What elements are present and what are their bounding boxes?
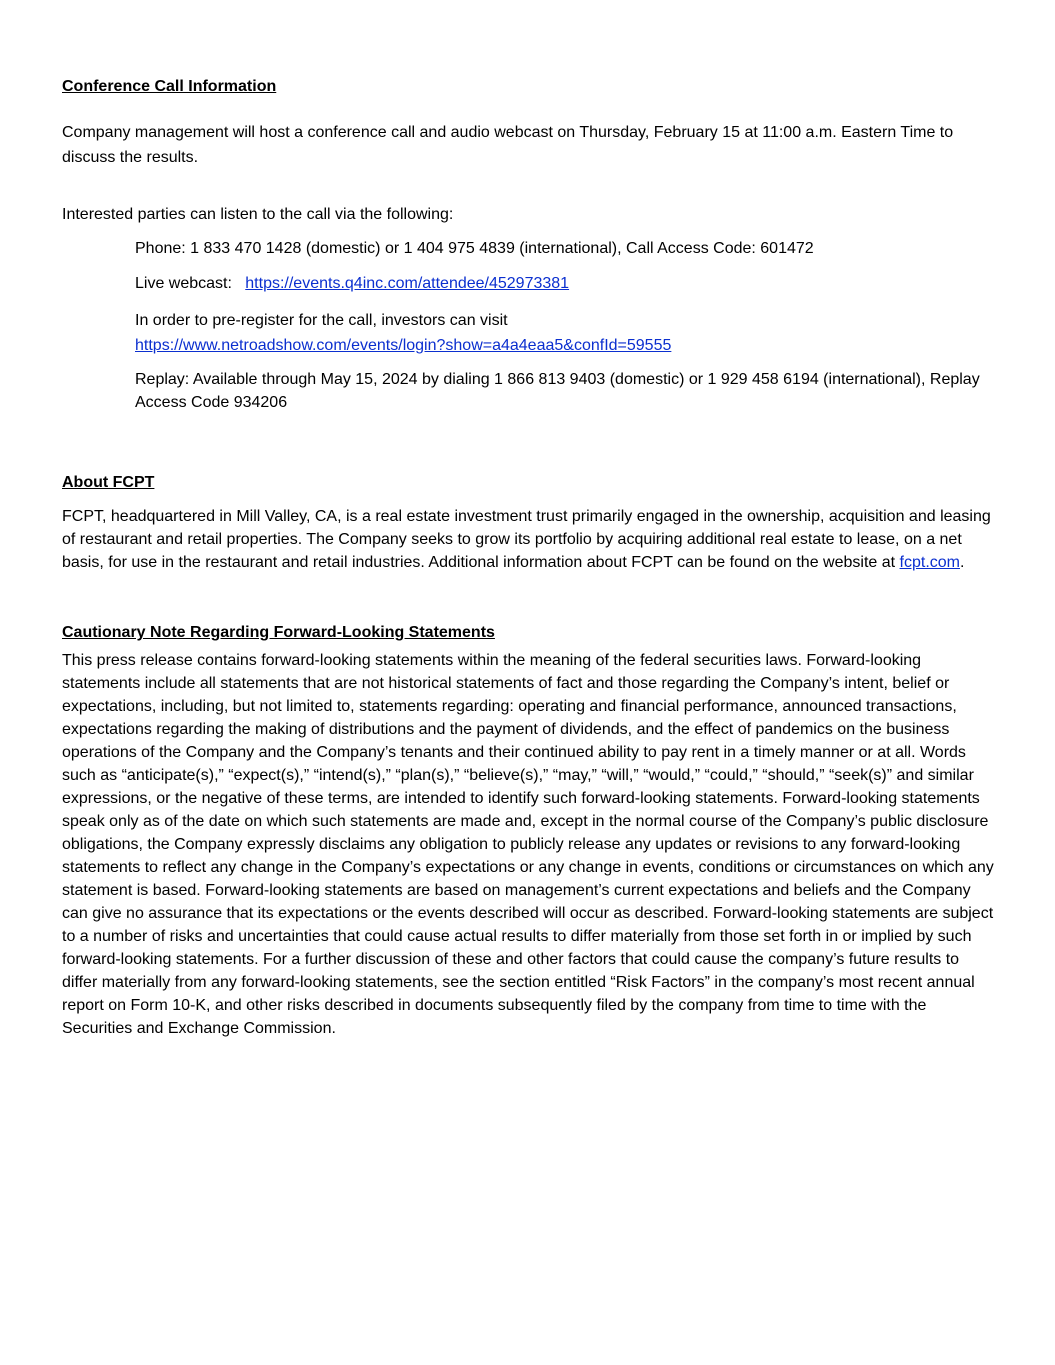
- preregister-link[interactable]: https://www.netroadshow.com/events/login?show=a4a4eaa5&confId=59555: [135, 337, 672, 354]
- replay-text: Replay: Available through May 15, 2024 by dialing 1 866 813 9403 (domestic) or 1 929 458 6194 (international), Replay Access Code 934206: [135, 371, 980, 411]
- conference-heading: Conference Call Information: [62, 78, 277, 95]
- preregister-block: [135, 308, 1015, 358]
- about-body: [62, 505, 997, 574]
- listen-text: Interested parties can listen to the call via the following:: [62, 206, 454, 223]
- cautionary-body: This press release contains forward-looking statements within the meaning of the federal securities laws. Forward-looking statements include all statements that are not historical statements of fact and those regarding the Company’s intent, belief or expectations, including, but not limited to, statements regarding: operating and financial performance, announced transactions, expectations regarding the making of distributions and the payment of dividends, and the effect of pandemics on the business operations of the Company and the Company’s tenants and their continued ability to pay rent in a timely manner or at all. Words such as “anticipate(s),” “expect(s),” “intend(s),” “plan(s),” “believe(s),” “may,” “will,” “would,” “could,” “should,” “seek(s)” and similar expressions, or the negative of these terms, are intended to identify such forward-looking statements. Forward-looking statements speak only as of the date on which such statements are made and, except in the normal course of the Company’s public disclosure obligations, the Company expressly disclaims any obligation to publicly release any updates or revisions to any forward-looking statements to reflect any change in the Company’s expectations or any change in events, conditions or circumstances on which any statement is based. Forward-looking statements are based on management’s current expectations and beliefs and the Company can give no assurance that its expectations or the events described will occur as described. Forward-looking statements are subject to a number of risks and uncertainties that could cause actual results to differ materially from those set forth in or implied by such forward-looking statements. For a further discussion of these and other factors that could cause the company’s future results to differ materially from any forward-looking statements, see the section entitled “Risk Factors” in the company’s most recent annual report on Form 10-K, and other risks described in documents subsequently filed by the company from time to time with the Securities and Exchange Commission.: [62, 652, 994, 1037]
- webcast-link[interactable]: https://events.q4inc.com/attendee/452973381: [245, 275, 570, 292]
- conference-intro: Company management will host a conference call and audio webcast on Thursday, February 15 at 11:00 a.m. Eastern Time to discuss the results.: [62, 124, 954, 166]
- about-body-end: .: [960, 554, 965, 571]
- about-body-text: FCPT, headquartered in Mill Valley, CA, is a real estate investment trust primarily engaged in the ownership, acquisition and leasing of restaurant and retail properties. The Company seeks to grow its portfolio by acquiring additional real estate to lease, on a net basis, for use in the restaurant and retail industries. Additional information about FCPT can be found on the website at: [62, 508, 991, 571]
- phone-text: Phone: 1 833 470 1428 (domestic) or 1 404 975 4839 (international), Call Access Code: 601472: [135, 240, 814, 257]
- cautionary-heading: Cautionary Note Regarding Forward-Looking Statements: [62, 624, 495, 641]
- about-heading: About FCPT: [62, 474, 155, 491]
- webcast-label: Live webcast:: [135, 275, 232, 292]
- preregister-text: In order to pre-register for the call, investors can visit: [135, 312, 508, 329]
- webcast-line: [135, 272, 1015, 295]
- fcpt-website-link[interactable]: fcpt.com: [899, 554, 960, 571]
